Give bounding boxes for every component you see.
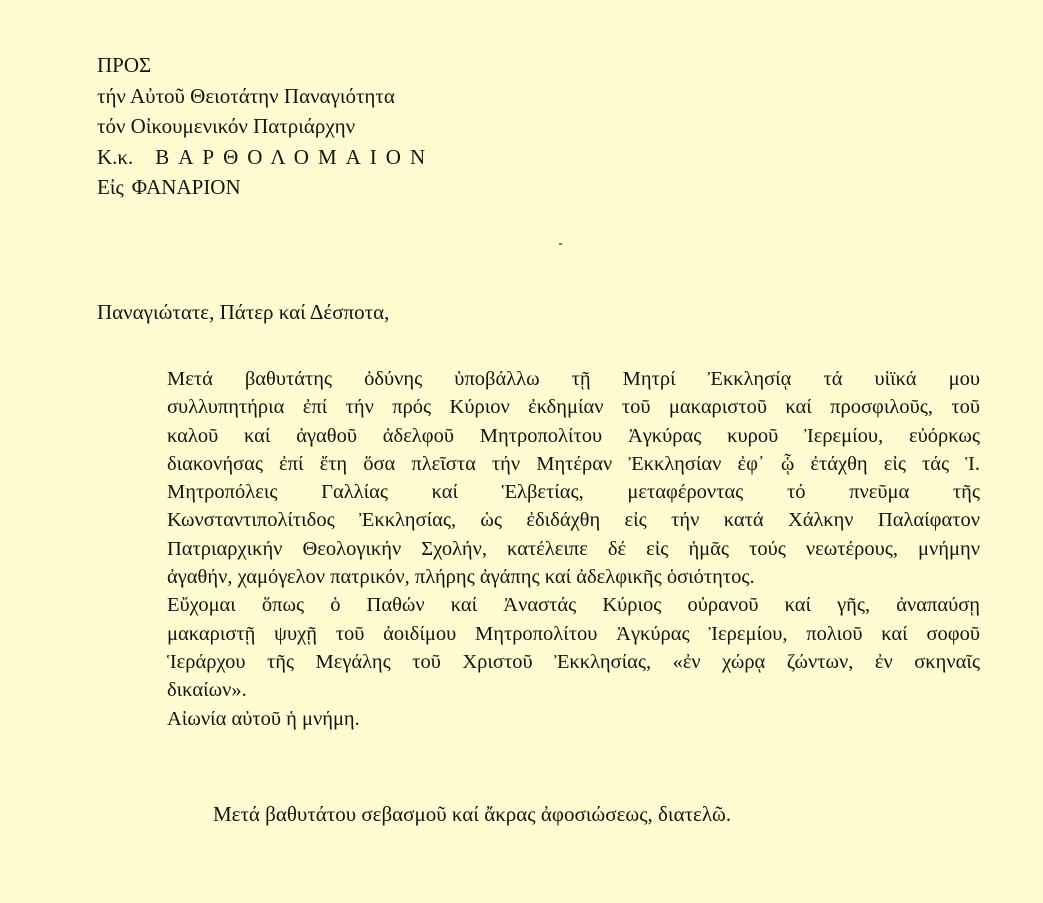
paragraph-line: καλοῦ καί ἀγαθοῦ ἀδελφοῦ Μητροπολίτου Ἀγκύρας κυροῦ Ἰερεμίου, εὐόρκως	[167, 424, 980, 447]
paragraph-line: Μετά βαθυτάτης ὀδύνης ὑποβάλλω τῇ Μητρί Ἐκκλησίᾳ τά υἱϊκά μου	[167, 368, 980, 390]
paragraph-line: Πατριαρχικήν Θεολογικήν Σχολήν, κατέλειπε δέ εἰς ἡμᾶς τούς νεωτέρους, μνήμην	[167, 537, 980, 560]
closing-line: Μετά βαθυτάτου σεβασμοῦ καί ἄκρας ἀφοσιώσεως, διατελῶ.	[213, 802, 732, 826]
recipient-place: ΦΑΝΑΡΙΟΝ	[131, 175, 241, 199]
paragraph-line: Μητροπόλεις Γαλλίας καί Ἑλβετίας, μεταφέροντας τό πνεῦμα τῆς	[167, 481, 980, 504]
address-line-pros: ΠΡΟΣ	[97, 53, 152, 77]
recipient-address	[97, 50, 434, 203]
paragraph-line: διακονήσας ἐπί ἔτη ὅσα πλεῖστα τήν Μητέραν Ἐκκλησίαν ἐφ᾽ ᾧ ἐτάχθη εἰς τάς Ἱ.	[167, 452, 980, 475]
paragraph-line: Εὔχομαι ὅπως ὁ Παθών καί Ἀναστάς Κύριος οὐρανοῦ καί γῆς, ἀναπαύσῃ	[167, 594, 980, 617]
honorific: Κ.κ.	[97, 144, 134, 169]
paragraph-line: ἀγαθήν, χαμόγελον πατρικόν, πλήρης ἀγάπης καί ἀδελφικῆς ὁσιότητος.	[167, 566, 755, 589]
paragraph-line: δικαίων».	[167, 679, 247, 702]
paragraph-line: μακαριστῇ ψυχῇ τοῦ ἀοιδίμου Μητροπολίτου Ἀγκύρας Ἰερεμίου, πολιοῦ καί σοφοῦ	[167, 622, 980, 645]
paragraph-line: Ἱεράρχου τῆς Μεγάλης τοῦ Χριστοῦ Ἐκκλησίας, «ἐν χώρᾳ ζώντων, ἐν σκηναῖς	[167, 650, 980, 673]
address-line-title: τήν Αὐτοῦ Θειοτάτην Παναγιότητα	[97, 83, 395, 108]
paragraph-memory	[97, 705, 980, 733]
paragraph-prayer	[97, 591, 980, 704]
letter-body	[97, 365, 980, 733]
salutation: Παναγιώτατε, Πάτερ καί Δέσποτα,	[97, 300, 390, 324]
place-preposition: Εἰς	[97, 175, 124, 199]
recipient-name: ΒΑΡΘΟΛΟΜΑΙΟΝ	[155, 144, 435, 169]
address-line-name	[97, 142, 434, 173]
scan-speck	[559, 243, 562, 245]
paragraph-line: Κωνσταντιπολίτιδος Ἐκκλησίας, ὡς ἐδιδάχθη εἰς τήν κατά Χάλκην Παλαίφατον	[167, 509, 980, 532]
paragraph-line: συλλυπητήρια ἐπί τήν πρός Κύριον ἐκδημίαν τοῦ μακαριστοῦ καί προσφιλοῦς, τοῦ	[167, 396, 980, 419]
paragraph-condolences	[97, 365, 980, 591]
address-line-office: τόν Οἰκουμενικόν Πατριάρχην	[97, 114, 356, 138]
paragraph-line: Αἰωνία αὐτοῦ ἡ μνήμη.	[167, 707, 360, 730]
address-line-place	[97, 172, 434, 203]
